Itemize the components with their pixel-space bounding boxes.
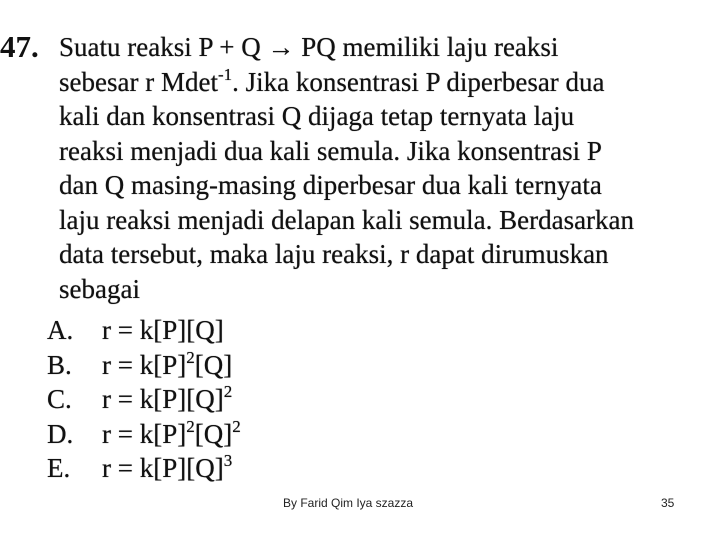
option-letter: B. [47,349,72,380]
question-line: Suatu reaksi P + Q → PQ memiliki laju reaksi [59,32,559,62]
formula-text: r = k[P] [102,349,187,380]
page-number: 35 [661,496,675,510]
formula-text: r = k[P] [102,418,187,449]
formula-text: r = k[P][Q] [102,453,224,483]
option-formula [102,313,224,348]
option-letter: A. [47,315,74,345]
question-number: 47. [0,29,39,64]
question-line: kali dan konsentrasi Q dijaga tetap ternyata laju [59,101,575,131]
formula-exponent: 2 [232,416,241,436]
unit-exponent: -1 [217,64,233,84]
option-e[interactable] [47,451,241,486]
question-line: reaksi menjadi dua kali semula. Jika konsentrasi P [59,135,602,166]
option-formula [102,417,241,452]
option-formula [102,451,232,486]
formula-exponent: 2 [223,382,233,401]
question-line-part: sebesar r Mdet [59,66,218,97]
option-formula [102,382,232,417]
formula-exponent: 3 [223,451,233,470]
footer-author: By Farid Qim Iya szazza [283,496,414,510]
question-line: dan Q masing-masing diperbesar dua kali ternyata [59,170,602,200]
option-letter: E. [47,453,71,483]
question-line [59,65,719,100]
option-d[interactable] [47,417,241,452]
question-line: sebagai [59,273,140,304]
option-c[interactable] [47,382,241,417]
formula-text: r = k[P][Q] [102,315,224,345]
question-line-part: . Jika konsentrasi P diperbesar dua [232,66,605,97]
formula-tail: [Q] [194,349,233,380]
question-line: data tersebut, maka laju reaksi, r dapat dirumuskan [59,239,609,269]
option-a[interactable] [47,313,241,348]
formula-exponent: 2 [186,347,195,367]
formula-text: r = k[P][Q] [102,384,224,414]
option-letter: C. [47,384,72,414]
option-letter: D. [47,418,74,449]
option-formula [102,348,232,383]
question-text [59,30,719,306]
option-b[interactable] [47,348,241,383]
formula-tail: [Q] [194,418,233,449]
answer-options [47,313,241,486]
formula-exponent: 2 [186,416,195,436]
question-line: laju reaksi menjadi delapan kali semula. Berdasarkan [59,204,635,235]
